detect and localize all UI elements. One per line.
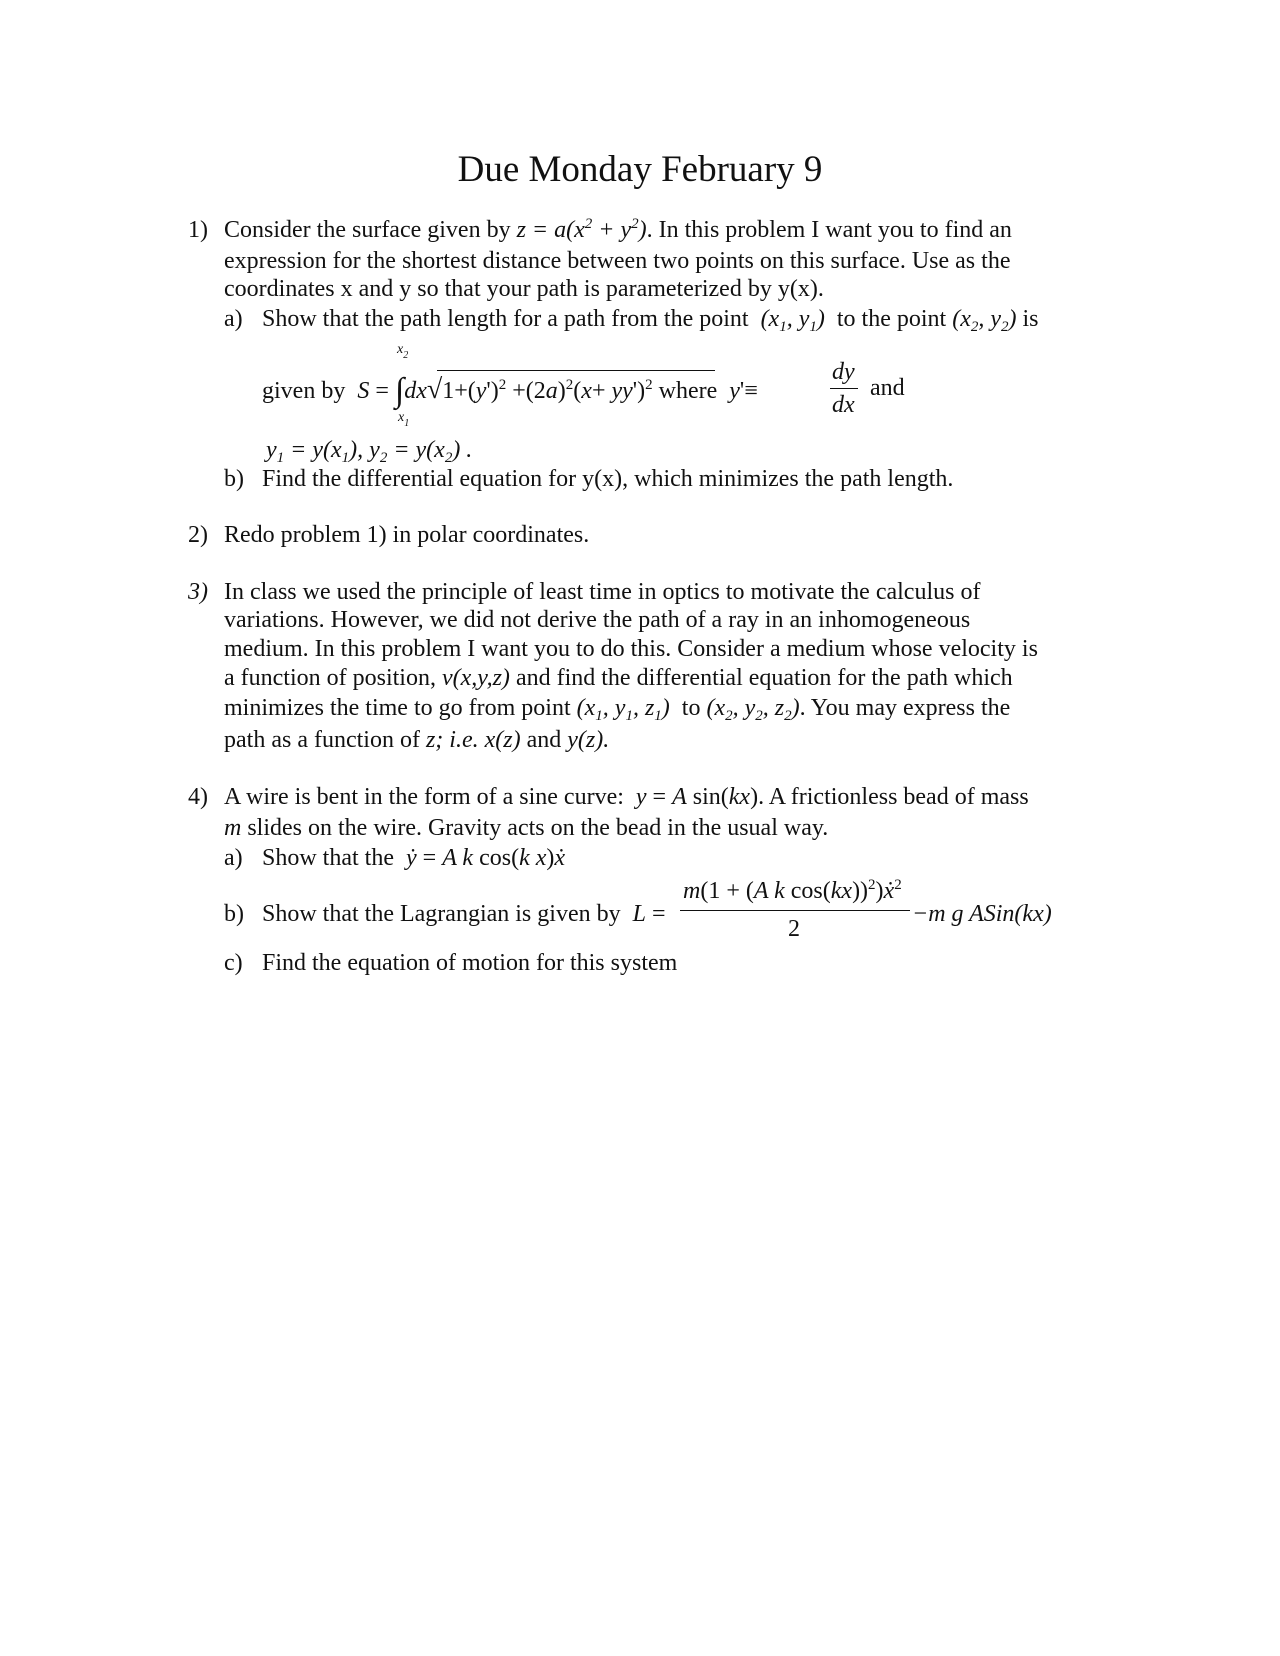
lagrangian-numerator: m(1 + (A k cos(kx))$^2$)ẋ$^2$: [683, 877, 902, 904]
problem-3-number: 3): [188, 579, 208, 605]
problem-3-line-4: a function of position, v(x,y,z) and find the differential equation for the path which: [224, 665, 1013, 691]
integral-upper-limit: $x_2$: [397, 342, 409, 361]
page-title: Due Monday February 9: [457, 149, 823, 190]
problem-3-line-6: path as a function of z; i.e. x(z) and y(z).: [224, 727, 610, 753]
problem-4-line-1: A wire is bent in the form of a sine curve: y = A sin(kx). A frictionless bead of mass: [224, 784, 1029, 810]
lagrangian-fraction-bar: [680, 910, 910, 911]
dy-dx-fraction-bar: [830, 388, 858, 389]
and-word: and: [870, 375, 905, 401]
problem-4a-label: a): [224, 845, 243, 871]
problem-1-line-1: Consider the surface given by $z = a(x^2 + y^2)$. In this problem I want you to find an: [224, 216, 1012, 243]
problem-1-number: 1): [188, 217, 208, 243]
problem-3-line-1: In class we used the principle of least time in optics to motivate the calculus of: [224, 579, 981, 605]
problem-4-line-2: m slides on the wire. Gravity acts on the bead in the usual way.: [224, 815, 829, 841]
problem-4c-label: c): [224, 950, 243, 976]
dy-numerator: dy: [832, 359, 855, 385]
surface-equation: $z = a(x^2 + y^2)$: [516, 216, 647, 243]
problem-4b-text: Show that the Lagrangian is given by L =: [262, 901, 666, 927]
problem-1b-text: Find the differential equation for y(x), which minimizes the path length.: [262, 466, 954, 492]
problem-4-number: 4): [188, 784, 208, 810]
dx-denominator: dx: [832, 392, 855, 418]
point-1: ($x_1$, $y_1$): [760, 306, 825, 335]
problem-4a-text: Show that the ẏ = A k cos(k x)ẋ: [262, 845, 566, 871]
problem-1-line-3: coordinates x and y so that your path is parameterized by y(x).: [224, 276, 824, 302]
problem-4b-label: b): [224, 901, 244, 927]
problem-1b-label: b): [224, 466, 244, 492]
lagrangian-potential-term: −m g ASin(kx): [912, 901, 1052, 927]
problem-4c-text: Find the equation of motion for this system: [262, 950, 678, 976]
lagrangian-denominator: 2: [788, 916, 800, 942]
boundary-conditions: $y_1 = y(x_1)$, $y_2 = y(x_2)$ .: [266, 437, 473, 466]
problem-3-line-3: medium. In this problem I want you to do this. Consider a medium whose velocity is: [224, 636, 1038, 662]
problem-3-line-2: variations. However, we did not derive the path of a ray in an inhomogeneous: [224, 607, 971, 633]
path-length-formula: given by $S = \int dx√1+(y')^2 +(2a)^2(x+ yy')^2$ where y'≡: [262, 372, 758, 409]
problem-1a-line-1: Show that the path length for a path from the point ($x_1$, $y_1$) to the point ($x_2$, $y_2$) is: [262, 306, 1039, 335]
problem-2-text: Redo problem 1) in polar coordinates.: [224, 522, 590, 548]
point-2: ($x_2$, $y_2$): [952, 306, 1017, 335]
integral-lower-limit: $x_1$: [398, 410, 410, 429]
sqrt-vinculum: [437, 370, 715, 371]
problem-1a-label: a): [224, 306, 243, 332]
problem-2-number: 2): [188, 522, 208, 548]
problem-3-line-5: minimizes the time to go from point ($x_1$, $y_1$, $z_1$) to ($x_2$, $y_2$, $z_2$). You may express the: [224, 695, 1011, 724]
problem-1-line-2: expression for the shortest distance between two points on this surface. Use as the: [224, 248, 1011, 274]
